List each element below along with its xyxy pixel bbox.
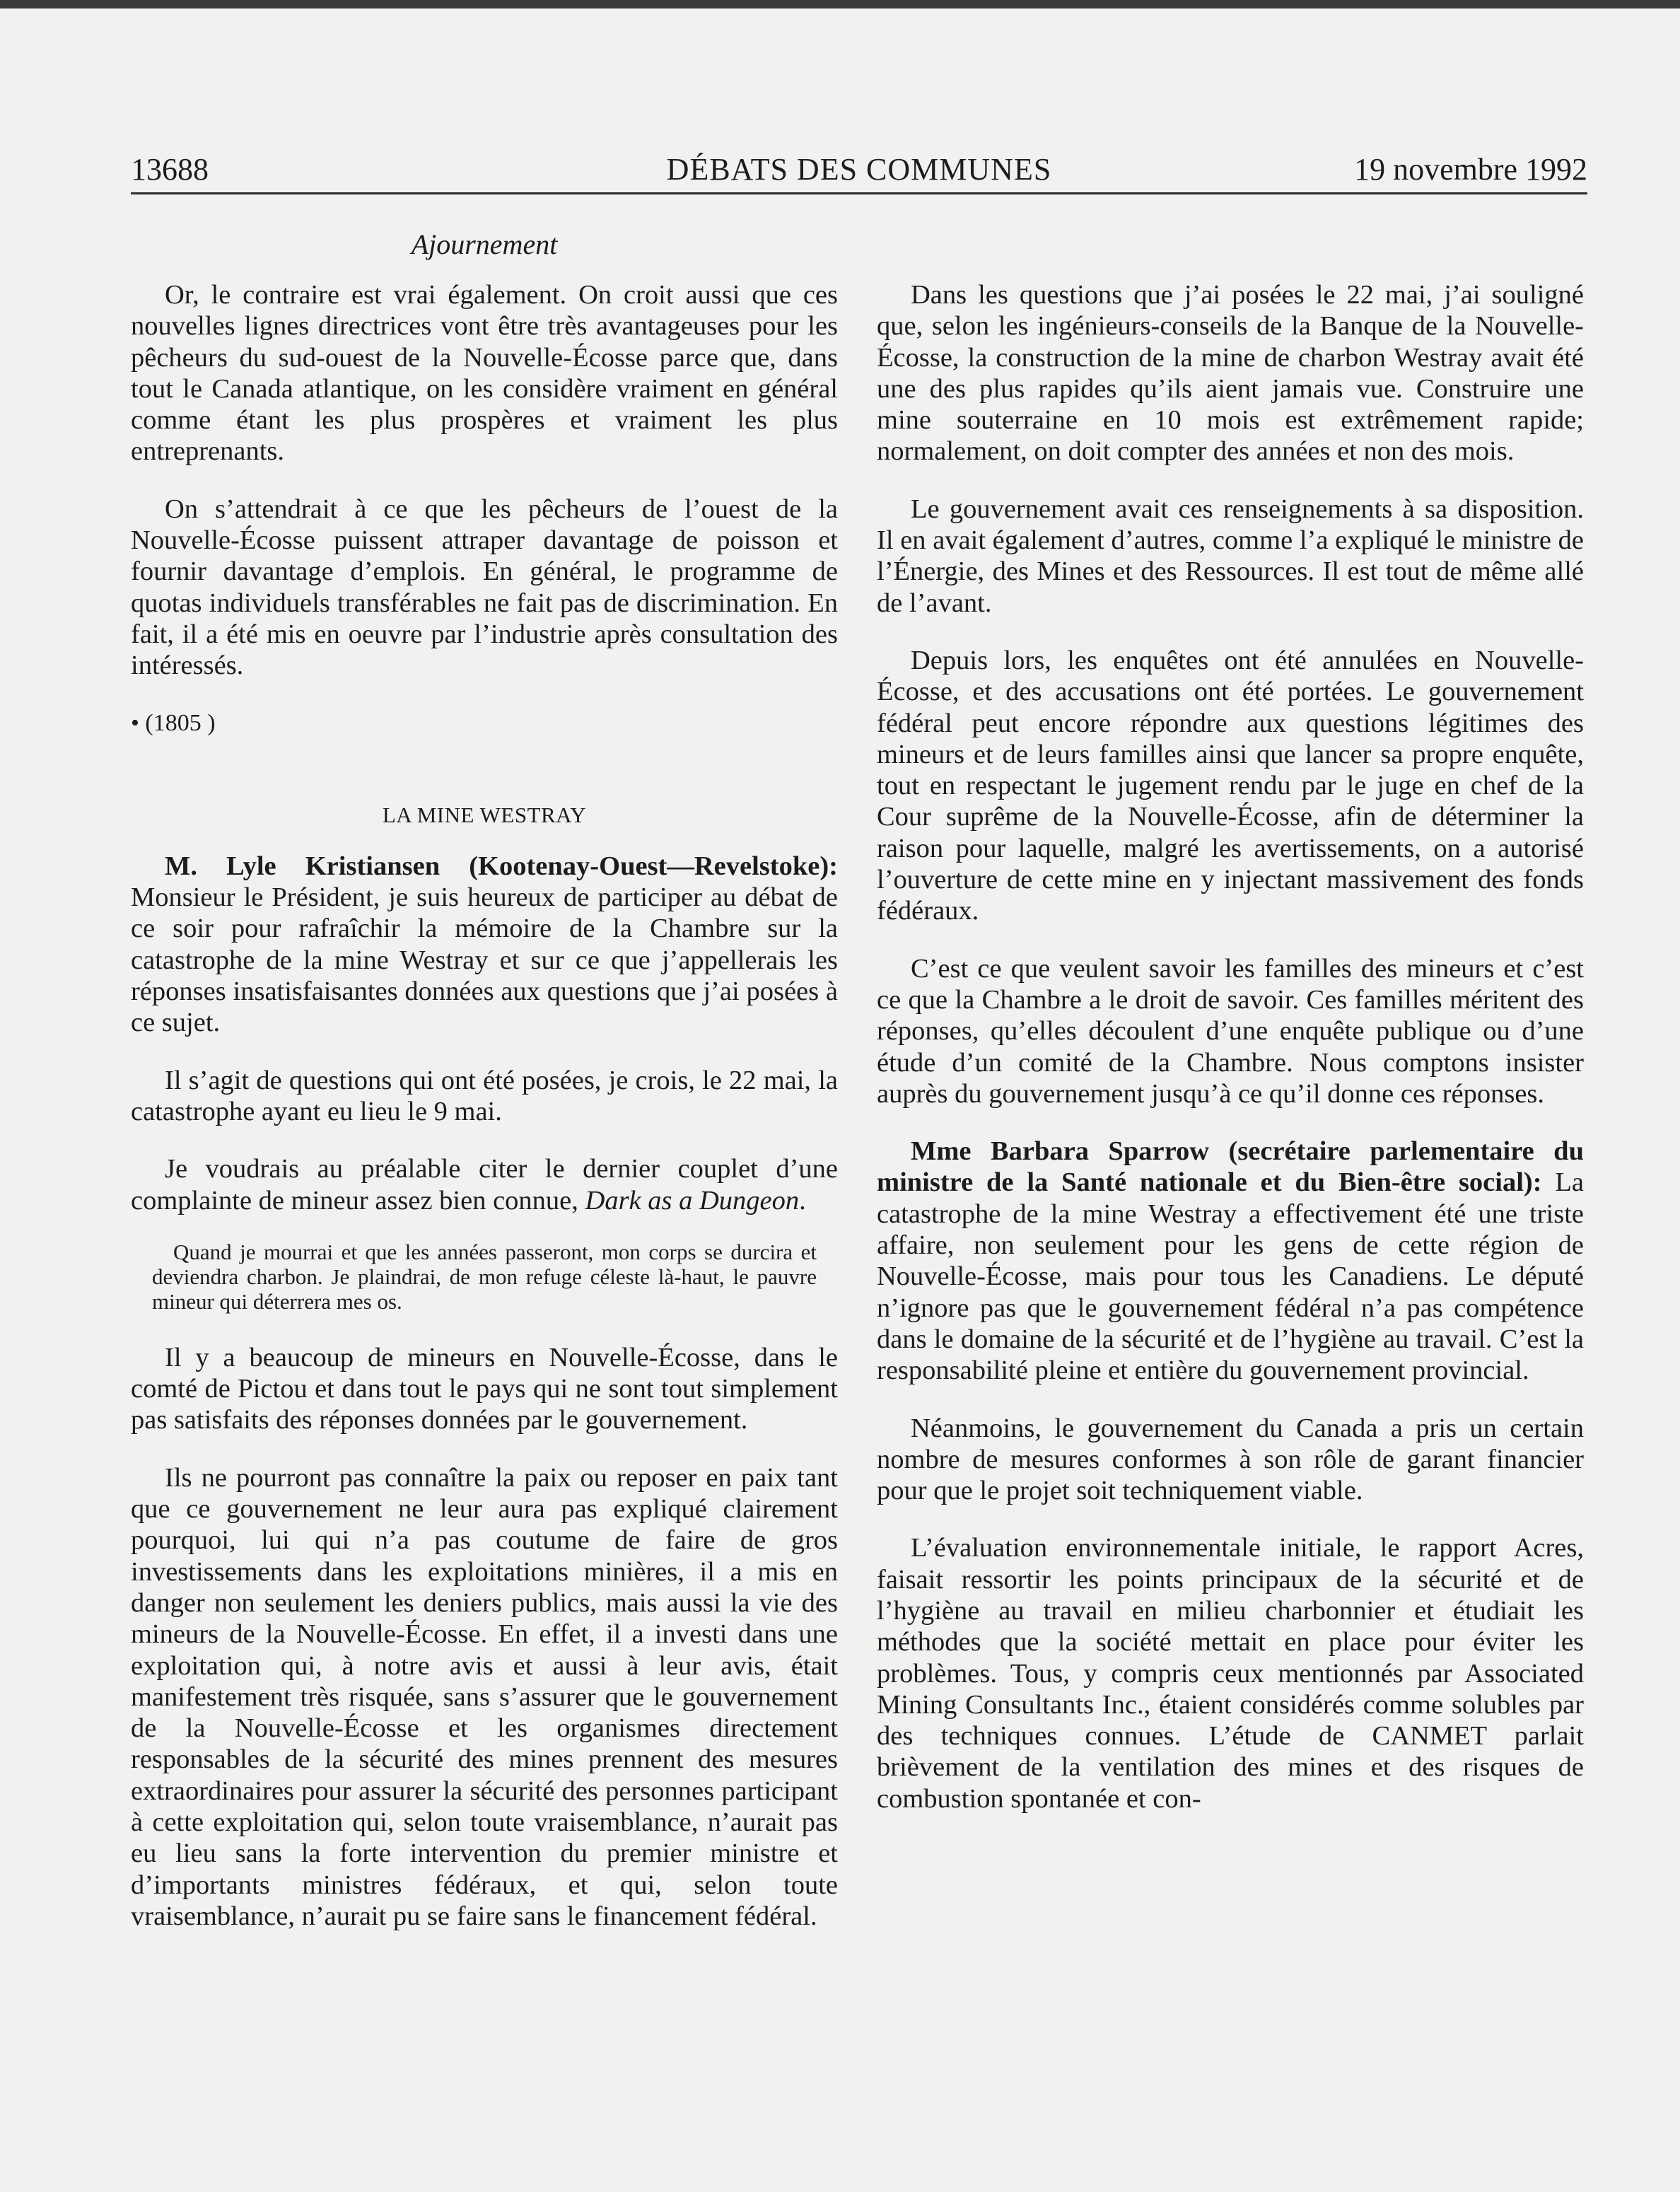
- paragraph: Il s’agit de questions qui ont été posées, je crois, le 22 mai, la catastrophe ayant eu lieu le 9 mai.: [131, 1065, 838, 1126]
- section-title: Ajournement: [411, 228, 558, 260]
- paragraph: Depuis lors, les enquêtes ont été annulées en Nouvelle-Écosse, et des accusations ont été portées. Le gouvernement fédéral peut encore répondre aux questions légitimes des mineurs et de leurs familles ainsi que lancer sa propre enquête, tout en respectant le jugement rendu par le juge en chef de la Cour suprême de la Nouvelle-Écosse, afin de déterminer la raison pour laquelle, malgré les avertissements, on a autorisé l’ouverture de cette mine en y injectant massivement des fonds fédéraux.: [877, 645, 1584, 926]
- paragraph: Il y a beaucoup de mineurs en Nouvelle-Écosse, dans le comté de Pictou et dans tout le pays qui ne sont tout simplement pas satisfaits des réponses données par le gouvernement.: [131, 1342, 838, 1435]
- song-title: Dark as a Dungeon: [585, 1185, 800, 1215]
- page-header: [131, 148, 1587, 191]
- paragraph: L’évaluation environnementale initiale, le rapport Acres, faisait ressortir les points principaux de la sécurité et de l’hygiène au travail en milieu charbonnier et étudiait les méthodes que la société mettait en place pour éviter les problèmes. Tous, y compris ceux mentionnés par Associated Mining Consultants Inc., étaient considérés comme solubles par des techniques connues. L’étude de CANMET parlait brièvement de la ventilation des mines et des risques de combustion spontanée et con-: [877, 1533, 1584, 1814]
- paragraph: Ils ne pourront pas connaître la paix ou reposer en paix tant que ce gouvernement ne leur aura pas expliqué clairement pourquoi, lui qui n’a pas coutume de faire de gros investissements dans les exploitations minières, il a mis en danger non seulement les deniers publics, mais aussi la vie des mineurs de la Nouvelle-Écosse. En effet, il a investi dans une exploitation qui, à notre avis et aussi à leur avis, était manifestement très risquée, sans s’assurer que le gouvernement de la Nouvelle-Écosse et les organismes directement responsables de la sécurité des mines prennent des mesures extraordinaires pour assurer la sécurité des personnes participant à cette exploitation qui, selon toute vraisemblance, n’aurait pas eu lieu sans la forte intervention du premier ministre et d’importants ministres fédéraux, et qui, selon toute vraisemblance, n’aurait pu se faire sans le financement fédéral.: [131, 1462, 838, 1931]
- speech-paragraph: [877, 1136, 1584, 1386]
- left-column: [131, 279, 838, 1958]
- time-marker: • (1805 ): [131, 709, 216, 736]
- paragraph: Le gouvernement avait ces renseignements à sa disposition. Il en avait également d’autres, comme l’a expliqué le ministre de l’Énergie, des Mines et des Ressources. Il est tout de même allé de l’avant.: [877, 494, 1584, 618]
- paragraph-text: Je voudrais au préalable citer le dernier couplet d’une complainte de mineur assez bien connue,: [131, 1154, 838, 1215]
- speaker-name: Mme Barbara Sparrow (secrétaire parlementaire du ministre de la Santé nationale et du Bien-être social):: [877, 1136, 1584, 1198]
- paragraph: [131, 1153, 838, 1216]
- block-quote: Quand je mourrai et que les années passeront, mon corps se durcira et deviendra charbon. Je plaindrai, de mon refuge céleste là-haut, le pauvre mineur qui déterrera mes os.: [152, 1239, 817, 1314]
- publication-date: 19 novembre 1992: [1354, 152, 1587, 187]
- speech-text: La catastrophe de la mine Westray a effectivement été une triste affaire, non seulement pour les gens de cette région de Nouvelle-Écosse, mais pour tous les Canadiens. Le député n’ignore pas que le gouvernement fédéral n’a pas compétence dans le domaine de la sécurité et de l’hygiène au travail. C’est la responsabilité pleine et entière du gouvernement provincial.: [877, 1167, 1585, 1386]
- paragraph: Néanmoins, le gouvernement du Canada a pris un certain nombre de mesures conformes à son rôle de garant financier pour que le projet soit techniquement viable.: [877, 1413, 1584, 1506]
- paragraph: C’est ce que veulent savoir les familles des mineurs et c’est ce que la Chambre a le droit de savoir. Ces familles méritent des réponses, qu’elles découlent d’une enquête publique ou d’une étude d’un comité de la Chambre. Nous comptons insister auprès du gouvernement jusqu’à ce qu’il donne ces réponses.: [877, 953, 1584, 1109]
- header-rule: [131, 192, 1587, 194]
- paragraph: Or, le contraire est vrai également. On croit aussi que ces nouvelles lignes directrices vont être très avantageuses pour les pêcheurs du sud-ouest de la Nouvelle-Écosse parce que, dans tout le Canada atlantique, on les considère vraiment en général comme étant les plus prospères et vraiment les plus entreprenants.: [131, 280, 838, 467]
- speaker-name: M. Lyle Kristiansen (Kootenay-Ouest—Revelstoke):: [165, 851, 838, 881]
- paragraph: Dans les questions que j’ai posées le 22 mai, j’ai souligné que, selon les ingénieurs-conseils de la Banque de la Nouvelle-Écosse, la construction de la mine de charbon Westray avait été une des plus rapides qu’ils aient jamais vue. Construire une mine souterraine en 10 mois est extrêmement rapide; normalement, on doit compter des années et non des mois.: [877, 280, 1584, 467]
- publication-title: DÉBATS DES COMMUNES: [666, 152, 1052, 187]
- paragraph-end: .: [799, 1185, 806, 1215]
- subheading: LA MINE WESTRAY: [382, 802, 587, 827]
- scan-top-border: [0, 0, 1680, 8]
- speech-paragraph: [131, 851, 838, 1039]
- paragraph: On s’attendrait à ce que les pêcheurs de l’ouest de la Nouvelle-Écosse puissent attraper davantage de poisson et fournir davantage d’emplois. En général, le programme de quotas individuels transférables ne fait pas de discrimination. En fait, il a été mis en oeuvre par l’industrie après consultation des intéressés.: [131, 494, 838, 681]
- speech-text: Monsieur le Président, je suis heureux de participer au débat de ce soir pour rafraîchir la mémoire de la Chambre sur la catastrophe de la mine Westray et sur ce que j’appellerais les réponses insatisfaisantes données aux questions que j’ai posées à ce sujet.: [131, 882, 838, 1038]
- page-number: 13688: [131, 152, 209, 187]
- right-column: [877, 279, 1584, 1841]
